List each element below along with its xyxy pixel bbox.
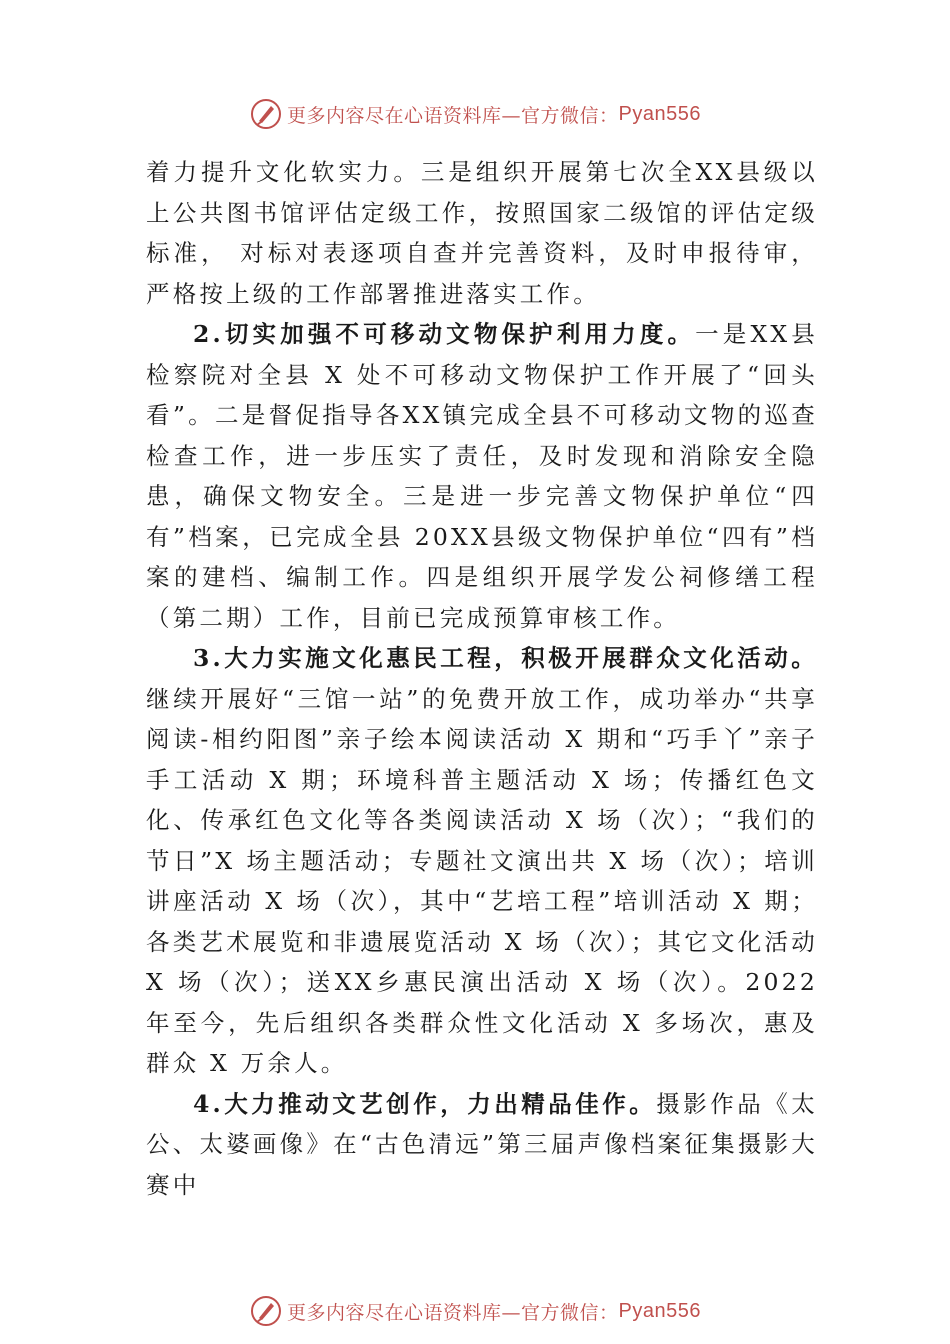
paragraph-4	[146, 1084, 818, 1206]
pen-circle-icon	[249, 97, 283, 131]
paragraph-text: 继续开展好“三馆一站”的免费开放工作，成功举办“共享阅读-相约阳图”亲子绘本阅读活动 X 期和“巧手丫”亲子手工活动 X 期；环境科普主题活动 X 场；传播红色文化、传承红色文化等各类阅读活动 X 场（次）；“我们的节日”X 场主题活动；专题社文演出共 X 场（次）；培训讲座活动 X 场（次），其中“艺培工程”培训活动 X 期；各类艺术展览和非遗展览活动 X 场（次）；其它文化活动 X 场（次）；送XX乡惠民演出活动 X 场（次）。2022 年至今，先后组织各类群众性文化活动 X 多场次，惠及群众 X 万余人。	[146, 684, 818, 1077]
paragraph-text: 一是XX县检察院对全县 X 处不可移动文物保护工作开展了“回头看”。二是督促指导各XX镇完成全县不可移动文物的巡查检查工作，进一步压实了责任，及时发现和消除安全隐患，确保文物安全。三是进一步完善文物保护单位“四有”档案，已完成全县 20XX县级文物保护单位“四有”档案的建档、编制工作。四是组织开展学发公祠修缮工程（第二期）工作，目前已完成预算审核工作。	[146, 320, 818, 632]
paragraph-text: 着力提升文化软实力。三是组织开展第七次全XX县级以上公共图书馆评估定级工作，按照国家二级馆的评估定级标准， 对标对表逐项自查并完善资料，及时申报待审，严格按上级的工作部署推进落实工作。	[146, 158, 818, 308]
paragraph-heading: 2.切实加强不可移动文物保护利用力度。	[193, 320, 696, 348]
paragraph-heading: 4.大力推动文艺创作，力出精品佳作。	[193, 1089, 657, 1118]
paragraph-text: 摄影作品《太公、太婆画像》在“古色清远”第三届声像档案征集摄影大赛中	[146, 1089, 818, 1199]
watermark-text: 更多内容尽在心语资料库—官方微信：	[287, 1301, 619, 1324]
watermark-brand: Pyan556	[618, 102, 701, 125]
paragraph-1	[146, 152, 818, 314]
document-body	[146, 152, 818, 1205]
watermark-text: 更多内容尽在心语资料库—官方微信：	[287, 104, 619, 127]
paragraph-3	[146, 638, 818, 1084]
watermark-brand: Pyan556	[618, 1299, 701, 1322]
header-watermark	[0, 97, 950, 131]
paragraph-2	[146, 314, 818, 638]
paragraph-heading: 3.大力实施文化惠民工程，积极开展群众文化活动。	[193, 644, 818, 672]
pen-circle-icon	[249, 1294, 283, 1328]
footer-watermark	[0, 1294, 950, 1328]
